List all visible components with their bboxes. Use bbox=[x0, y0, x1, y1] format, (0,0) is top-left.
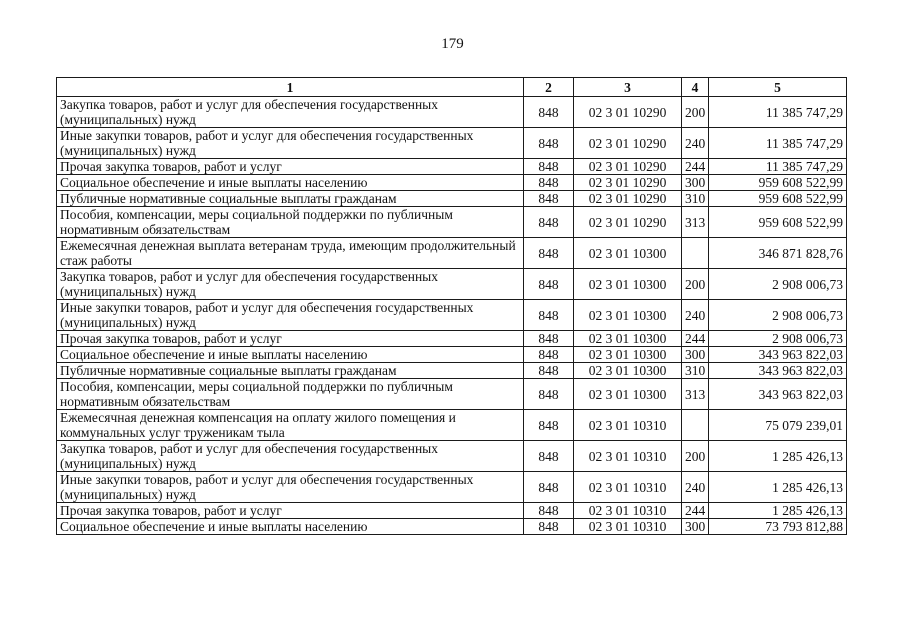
row-admin-code: 848 bbox=[524, 300, 574, 331]
row-target-code: 02 3 01 10290 bbox=[574, 191, 682, 207]
row-target-code: 02 3 01 10310 bbox=[574, 441, 682, 472]
row-name: Закупка товаров, работ и услуг для обеспечения государственных (муниципальных) нужд bbox=[57, 97, 524, 128]
row-target-code: 02 3 01 10290 bbox=[574, 175, 682, 191]
row-expense-type: 300 bbox=[682, 175, 709, 191]
row-name: Социальное обеспечение и иные выплаты населению bbox=[57, 519, 524, 535]
row-expense-type: 200 bbox=[682, 269, 709, 300]
row-amount: 959 608 522,99 bbox=[709, 191, 847, 207]
row-name: Иные закупки товаров, работ и услуг для обеспечения государственных (муниципальных) нужд bbox=[57, 300, 524, 331]
row-target-code: 02 3 01 10300 bbox=[574, 379, 682, 410]
row-admin-code: 848 bbox=[524, 269, 574, 300]
table-row bbox=[57, 331, 847, 347]
row-expense-type: 300 bbox=[682, 347, 709, 363]
row-name: Иные закупки товаров, работ и услуг для обеспечения государственных (муниципальных) нужд bbox=[57, 128, 524, 159]
row-name: Пособия, компенсации, меры социальной поддержки по публичным нормативным обязательствам bbox=[57, 207, 524, 238]
row-amount: 343 963 822,03 bbox=[709, 379, 847, 410]
row-target-code: 02 3 01 10300 bbox=[574, 269, 682, 300]
row-name: Социальное обеспечение и иные выплаты населению bbox=[57, 347, 524, 363]
row-target-code: 02 3 01 10310 bbox=[574, 410, 682, 441]
row-name: Иные закупки товаров, работ и услуг для обеспечения государственных (муниципальных) нужд bbox=[57, 472, 524, 503]
table-row bbox=[57, 97, 847, 128]
row-amount: 1 285 426,13 bbox=[709, 472, 847, 503]
table-row bbox=[57, 519, 847, 535]
table-row bbox=[57, 269, 847, 300]
row-amount: 959 608 522,99 bbox=[709, 207, 847, 238]
row-admin-code: 848 bbox=[524, 159, 574, 175]
row-name: Публичные нормативные социальные выплаты гражданам bbox=[57, 191, 524, 207]
row-target-code: 02 3 01 10290 bbox=[574, 128, 682, 159]
row-admin-code: 848 bbox=[524, 410, 574, 441]
row-target-code: 02 3 01 10300 bbox=[574, 238, 682, 269]
row-admin-code: 848 bbox=[524, 128, 574, 159]
header-admin: 2 bbox=[524, 78, 574, 97]
table-row bbox=[57, 441, 847, 472]
row-amount: 2 908 006,73 bbox=[709, 300, 847, 331]
row-admin-code: 848 bbox=[524, 331, 574, 347]
row-target-code: 02 3 01 10290 bbox=[574, 159, 682, 175]
table-row bbox=[57, 379, 847, 410]
row-amount: 75 079 239,01 bbox=[709, 410, 847, 441]
row-admin-code: 848 bbox=[524, 519, 574, 535]
budget-table bbox=[56, 77, 847, 535]
row-amount: 11 385 747,29 bbox=[709, 159, 847, 175]
row-admin-code: 848 bbox=[524, 238, 574, 269]
row-expense-type: 244 bbox=[682, 331, 709, 347]
row-expense-type: 244 bbox=[682, 159, 709, 175]
header-code: 3 bbox=[574, 78, 682, 97]
row-name: Пособия, компенсации, меры социальной поддержки по публичным нормативным обязательствам bbox=[57, 379, 524, 410]
row-target-code: 02 3 01 10300 bbox=[574, 363, 682, 379]
table-row bbox=[57, 175, 847, 191]
table-row bbox=[57, 128, 847, 159]
row-target-code: 02 3 01 10300 bbox=[574, 347, 682, 363]
row-expense-type: 240 bbox=[682, 300, 709, 331]
row-admin-code: 848 bbox=[524, 441, 574, 472]
row-expense-type: 240 bbox=[682, 128, 709, 159]
row-amount: 1 285 426,13 bbox=[709, 503, 847, 519]
row-amount: 1 285 426,13 bbox=[709, 441, 847, 472]
header-type: 4 bbox=[682, 78, 709, 97]
row-target-code: 02 3 01 10290 bbox=[574, 97, 682, 128]
row-admin-code: 848 bbox=[524, 363, 574, 379]
table-row bbox=[57, 159, 847, 175]
row-expense-type: 244 bbox=[682, 503, 709, 519]
table-row bbox=[57, 300, 847, 331]
row-name: Прочая закупка товаров, работ и услуг bbox=[57, 503, 524, 519]
row-amount: 959 608 522,99 bbox=[709, 175, 847, 191]
row-amount: 11 385 747,29 bbox=[709, 128, 847, 159]
row-amount: 11 385 747,29 bbox=[709, 97, 847, 128]
row-amount: 346 871 828,76 bbox=[709, 238, 847, 269]
header-name: 1 bbox=[57, 78, 524, 97]
table-row bbox=[57, 191, 847, 207]
row-amount: 2 908 006,73 bbox=[709, 269, 847, 300]
row-expense-type: 310 bbox=[682, 363, 709, 379]
row-expense-type: 313 bbox=[682, 379, 709, 410]
row-admin-code: 848 bbox=[524, 472, 574, 503]
row-amount: 343 963 822,03 bbox=[709, 363, 847, 379]
row-expense-type: 313 bbox=[682, 207, 709, 238]
table-row bbox=[57, 472, 847, 503]
row-expense-type: 300 bbox=[682, 519, 709, 535]
row-admin-code: 848 bbox=[524, 175, 574, 191]
row-name: Публичные нормативные социальные выплаты гражданам bbox=[57, 363, 524, 379]
row-target-code: 02 3 01 10290 bbox=[574, 207, 682, 238]
table-row bbox=[57, 410, 847, 441]
row-expense-type: 200 bbox=[682, 97, 709, 128]
row-expense-type bbox=[682, 410, 709, 441]
table-row bbox=[57, 347, 847, 363]
row-admin-code: 848 bbox=[524, 503, 574, 519]
page-number: 179 bbox=[441, 36, 464, 52]
row-name: Закупка товаров, работ и услуг для обеспечения государственных (муниципальных) нужд bbox=[57, 441, 524, 472]
table-row bbox=[57, 207, 847, 238]
header-row bbox=[57, 78, 847, 97]
row-target-code: 02 3 01 10310 bbox=[574, 519, 682, 535]
row-name: Закупка товаров, работ и услуг для обеспечения государственных (муниципальных) нужд bbox=[57, 269, 524, 300]
row-amount: 2 908 006,73 bbox=[709, 331, 847, 347]
row-amount: 343 963 822,03 bbox=[709, 347, 847, 363]
row-admin-code: 848 bbox=[524, 97, 574, 128]
row-name: Прочая закупка товаров, работ и услуг bbox=[57, 331, 524, 347]
row-admin-code: 848 bbox=[524, 347, 574, 363]
row-amount: 73 793 812,88 bbox=[709, 519, 847, 535]
row-target-code: 02 3 01 10300 bbox=[574, 300, 682, 331]
row-name: Ежемесячная денежная компенсация на оплату жилого помещения и коммунальных услуг труженикам тыла bbox=[57, 410, 524, 441]
row-name: Прочая закупка товаров, работ и услуг bbox=[57, 159, 524, 175]
table-row bbox=[57, 238, 847, 269]
row-admin-code: 848 bbox=[524, 207, 574, 238]
header-sum: 5 bbox=[709, 78, 847, 97]
row-expense-type bbox=[682, 238, 709, 269]
row-admin-code: 848 bbox=[524, 379, 574, 410]
row-target-code: 02 3 01 10310 bbox=[574, 503, 682, 519]
row-name: Социальное обеспечение и иные выплаты населению bbox=[57, 175, 524, 191]
row-expense-type: 240 bbox=[682, 472, 709, 503]
table-row bbox=[57, 363, 847, 379]
table-row bbox=[57, 503, 847, 519]
row-name: Ежемесячная денежная выплата ветеранам труда, имеющим продолжительный стаж работы bbox=[57, 238, 524, 269]
row-target-code: 02 3 01 10310 bbox=[574, 472, 682, 503]
table-body bbox=[57, 97, 847, 535]
row-expense-type: 310 bbox=[682, 191, 709, 207]
row-expense-type: 200 bbox=[682, 441, 709, 472]
row-admin-code: 848 bbox=[524, 191, 574, 207]
row-target-code: 02 3 01 10300 bbox=[574, 331, 682, 347]
